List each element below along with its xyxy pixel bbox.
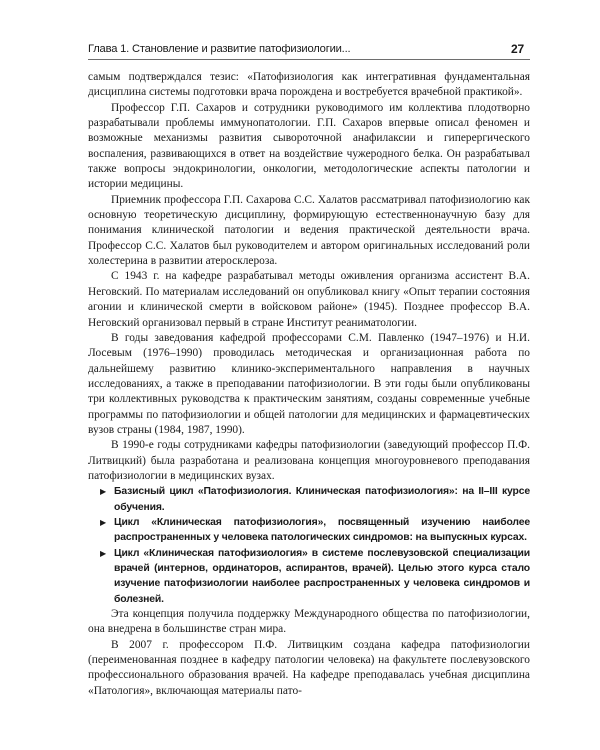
list-item-text: Цикл «Клиническая патофизиология», посвященный изучению наиболее распространенных у человека патологических синдромов: на выпускных курсах.: [114, 516, 530, 544]
list-item: [88, 484, 530, 515]
chapter-title: Глава 1. Становление и развитие патофизиологии...: [88, 43, 351, 55]
paragraph: В годы заведования кафедрой профессорами С.М. Павленко (1947–1976) и Н.И. Лосевым (1976–1990) проводилась методическая и организационная работа по дальнейшему развитию клинико-экспериментального направления в научных исследованиях, а также в преподавании патофизиологии. В эти годы были опубликованы три коллективных руководства к практическим занятиям, созданы современные учебные программы по патофизиологии и общей патологии для медицинских и фармацевтических вузов страны (1984, 1987, 1990).: [88, 331, 530, 436]
running-header: [88, 37, 530, 60]
paragraph: Профессор Г.П. Сахаров и сотрудники руководимого им коллектива плодотворно разрабатывали проблемы иммунопатологии. Г.П. Сахаров впервые описал феномен и возможные механизмы развития сывороточной анафилаксии и гиперергического воспаления, развивающихся в ответ на воздействие чужеродного белка. Он разрабатывал также вопросы эндокринологии, онкологии, методологические аспекты патологии и истории медицины.: [88, 101, 530, 191]
body-text: [88, 70, 530, 699]
paragraph: В 1990-е годы сотрудниками кафедры патофизиологии (заведующий профессор П.Ф. Литвицкий) была разработана и реализована концепция многоуровневого преподавания патофизиологии в медицинских вузах.: [88, 439, 530, 482]
triangle-bullet-icon: ▶: [100, 517, 107, 527]
triangle-bullet-icon: ▶: [100, 487, 107, 497]
paragraph: Приемник профессора Г.П. Сахарова С.С. Халатов рассматривал патофизиологию как основную теоретическую дисциплину, формирующую естественнонаучную базу для понимания клинической патологии и ведения практической деятельности врача. Профессор С.С. Халатов был руководителем и автором оригинальных исследований роли холестерина в развитии атеросклероза.: [88, 193, 530, 268]
paragraph: В 2007 г. профессором П.Ф. Литвицким создана кафедра патофизиологии (переименованная позднее в кафедру патологии человека) на факультете послевузовского профессионального образования врачей. На кафедре преподавалась учебная дисциплина «Патология», включающая материалы пато-: [88, 638, 530, 697]
paragraph: Эта концепция получила поддержку Международного общества по патофизиологии, она внедрена в большинстве стран мира.: [88, 608, 530, 636]
concept-list: [88, 484, 530, 607]
page-number: 27: [511, 42, 524, 56]
list-item-text: Цикл «Клиническая патофизиология» в системе послевузовской специализации врачей (интернов, ординаторов, аспирантов, врачей). Целью этого курса стало изучение патофизиологии наиболее распространенных у человека синдромов и болезней.: [114, 547, 530, 605]
paragraph: самым подтверждался тезис: «Патофизиология как интегративная фундаментальная дисциплина системы подготовки врача порождена и востребуется врачебной практикой».: [88, 71, 530, 99]
list-item: [88, 515, 530, 546]
list-item-text: Базисный цикл «Патофизиология. Клиническая патофизиология»: на II–III курсе обучения.: [114, 486, 530, 513]
paragraph: С 1943 г. на кафедре разрабатывал методы оживления организма ассистент В.А. Неговский. По материалам исследований он опубликовал книгу «Опыт терапии состояния агонии и клинической смерти в войсковом районе» (1945). Позднее профессор В.А. Неговский организовал первый в стране Институт реаниматологии.: [88, 270, 530, 329]
list-item: [88, 546, 530, 607]
triangle-bullet-icon: ▶: [100, 548, 107, 558]
